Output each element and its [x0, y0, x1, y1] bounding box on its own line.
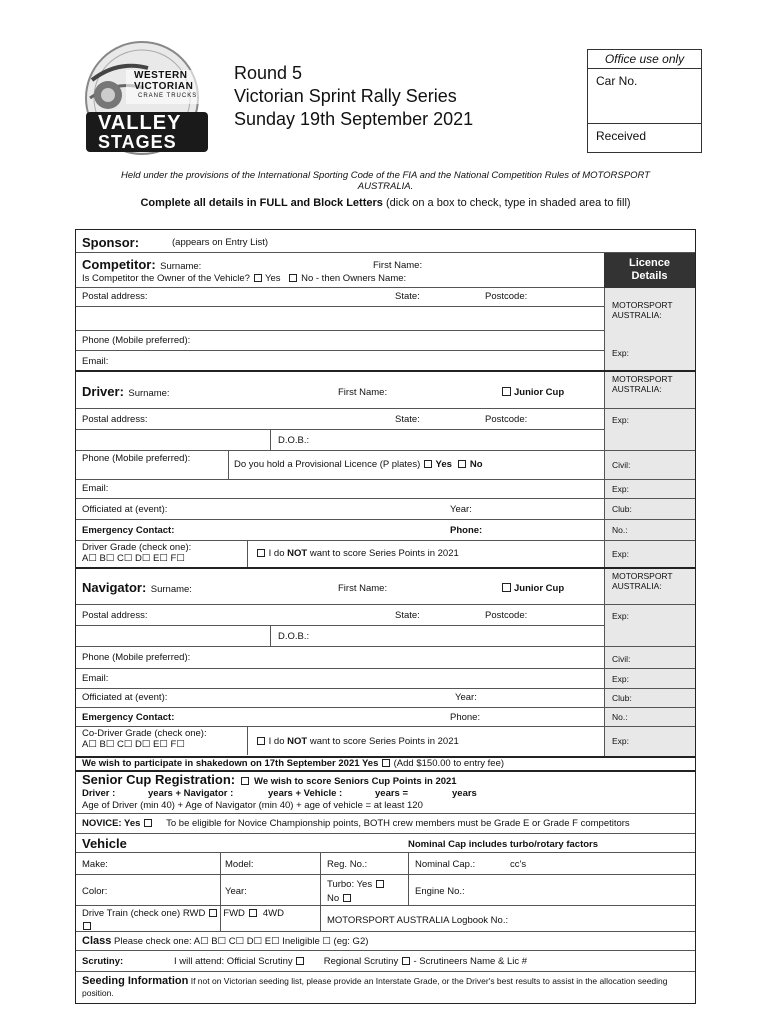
novice-row: [82, 818, 630, 829]
driver-series-checkbox[interactable]: [257, 549, 265, 557]
navigator-emergency-phone-label: Phone:: [450, 712, 481, 723]
senior-checkbox[interactable]: [241, 777, 249, 785]
senior-driver-label: Driver :: [82, 788, 116, 799]
seeding-label: Seeding Information: [82, 975, 189, 987]
competitor-postal-label: Postal address:: [82, 291, 148, 302]
novice-label: NOVICE: Yes: [82, 818, 141, 829]
sponsor-label: Sponsor:: [82, 235, 140, 250]
driver-section: [82, 383, 170, 401]
vehicle-make-label: Make:: [82, 859, 108, 870]
owner-no-checkbox[interactable]: [289, 274, 297, 282]
senior-age-rule: Age of Driver (min 40) + Age of Navigator (min 40) + age of vehicle = at least 120: [82, 800, 423, 811]
navigator-exp-label: Exp:: [612, 611, 630, 621]
novice-checkbox[interactable]: [144, 819, 152, 827]
driver-grade-options[interactable]: A☐ B☐ C☐ D☐ E☐ F☐: [82, 553, 185, 564]
driver-state-label: State:: [395, 414, 420, 425]
scrutiny-label: Scrutiny:: [82, 956, 124, 967]
licence-title-2: Details: [631, 270, 668, 282]
vehicle-cc-label: cc's: [510, 859, 527, 870]
shakedown-checkbox[interactable]: [382, 759, 390, 767]
driver-firstname-label: First Name:: [338, 387, 388, 398]
navigator-grade: Co-Driver Grade (check one): A☐ B☐ C☐ D☐ E☐ F☐: [82, 728, 207, 750]
received-field[interactable]: [588, 124, 701, 148]
driver-surname-label: Surname:: [128, 388, 170, 399]
senior-years-label: years: [452, 788, 477, 799]
vehicle-logbook-label: MOTORSPORT AUSTRALIA Logbook No.:: [327, 915, 509, 926]
driver-exp-label: Exp:: [612, 415, 630, 425]
navigator-series-checkbox[interactable]: [257, 737, 265, 745]
navigator-label: Navigator:: [82, 580, 147, 595]
driver-email-label: Email:: [82, 483, 109, 494]
vehicle-year-label: Year:: [225, 886, 247, 897]
driver-junior-cup: Junior Cup: [502, 387, 564, 398]
senior-vehicle-label: years + Vehicle :: [268, 788, 343, 799]
class-row: [82, 935, 368, 947]
turbo-no-checkbox[interactable]: [343, 894, 351, 902]
driver-ma-label: MOTORSPORT AUSTRALIA:: [612, 374, 673, 394]
logo-text-stages: STAGES: [98, 132, 177, 152]
driver-officiated-label: Officiated at (event):: [82, 504, 168, 515]
driver-year-label: Year:: [450, 504, 472, 515]
driver-emergency-label: Emergency Contact:: [82, 525, 175, 536]
driver-club-no-label: No.:: [612, 525, 628, 535]
navigator-dob-label: D.O.B.:: [278, 631, 310, 642]
logo-text-victorian: VICTORIAN: [134, 81, 194, 92]
navigator-civil-label: Civil:: [612, 654, 631, 664]
competitor-section: [82, 256, 201, 274]
navigator-junior-checkbox[interactable]: [502, 583, 511, 592]
car-no-field[interactable]: [588, 69, 701, 124]
seeding-text-2: position.: [82, 988, 114, 998]
navigator-club-label: Club:: [612, 693, 632, 703]
official-scrutiny-checkbox[interactable]: [296, 957, 304, 965]
shakedown-label: We wish to participate in shakedown on 17th September 2021 Yes: [82, 758, 379, 769]
driver-postal-label: Postal address:: [82, 414, 148, 425]
competitor-postcode-label: Postcode:: [485, 291, 528, 302]
seeding-text: If not on Victorian seeding list, please provide an Interstate Grade, or the Driver's best results to assist in the allocation seeding: [190, 976, 668, 986]
vehicle-drivetrain: Drive Train (check one) RWD FWD 4WD: [82, 907, 284, 933]
logo-text-valley: VALLEY: [98, 112, 182, 134]
vehicle-model-label: Model:: [225, 859, 254, 870]
sponsor-hint: (appears on Entry List): [172, 237, 269, 248]
vehicle-nomcap-label: Nominal Cap.:: [415, 859, 476, 870]
navigator-grade-options[interactable]: A☐ B☐ C☐ D☐ E☐ F☐: [82, 739, 185, 750]
navigator-civil-exp-label: Exp:: [612, 674, 630, 684]
shakedown-fee: (Add $150.00 to entry fee): [393, 758, 505, 769]
driver-junior-checkbox[interactable]: [502, 387, 511, 396]
4wd-checkbox[interactable]: [83, 922, 91, 930]
navigator-section: [82, 579, 192, 597]
senior-label: Senior Cup Registration:: [82, 772, 236, 787]
navigator-surname-label: Surname:: [150, 584, 192, 595]
owner-question: Is Competitor the Owner of the Vehicle? Yes No - then Owners Name:: [82, 273, 407, 284]
driver-postcode-label: Postcode:: [485, 414, 528, 425]
navigator-postcode-label: Postcode:: [485, 610, 528, 621]
driver-series-points: I do NOT want to score Series Points in 2021: [256, 548, 459, 559]
fia-notice-line1: Held under the provisions of the International Sporting Code of the FIA and the National Competition Rules of MOTORSPORT: [121, 170, 650, 181]
scrutiny-options: I will attend: Official Scrutiny Regional Scrutiny - Scrutineers Name & Lic #: [174, 956, 528, 967]
shakedown-row: [82, 758, 504, 769]
driver-dob-label: D.O.B.:: [278, 435, 310, 446]
round-label: Round 5: [234, 63, 303, 83]
received-label: Received: [596, 129, 647, 143]
navigator-junior-cup: Junior Cup: [502, 583, 564, 594]
seeding-info: [82, 975, 682, 999]
senior-total-label: years =: [375, 788, 409, 799]
event-title: [234, 62, 473, 131]
office-use-box: [587, 49, 702, 153]
provisional-yes-checkbox[interactable]: [424, 460, 432, 468]
competitor-ma-label: MOTORSPORT AUSTRALIA:: [612, 300, 673, 320]
sponsor-input[interactable]: [270, 232, 692, 250]
competitor-surname-label: Surname:: [160, 261, 202, 272]
senior-row: [82, 771, 457, 789]
driver-grade: Driver Grade (check one): A☐ B☐ C☐ D☐ E☐ F☐: [82, 542, 192, 564]
office-use-title: Office use only: [588, 50, 701, 69]
navigator-club-no-label: No.:: [612, 712, 628, 722]
car-no-label: Car No.: [596, 74, 638, 88]
driver-label: Driver:: [82, 384, 124, 399]
event-logo: [78, 40, 213, 160]
driver-civil-exp-label: Exp:: [612, 484, 630, 494]
novice-text: To be eligible for Novice Championship points, BOTH crew members must be Grade E or Grade F competitors: [166, 818, 630, 829]
series-label: Victorian Sprint Rally Series: [234, 86, 457, 106]
navigator-state-label: State:: [395, 610, 420, 621]
navigator-club-exp-label: Exp:: [612, 736, 630, 746]
navigator-officiated-label: Officiated at (event):: [82, 692, 168, 703]
licence-header: [604, 252, 695, 288]
fia-notice-line2: AUSTRALIA.: [357, 181, 414, 192]
driver-provisional: Do you hold a Provisional Licence (P plates) Yes No: [234, 459, 483, 470]
regional-scrutiny-checkbox[interactable]: [402, 957, 410, 965]
vehicle-nominal-note: Nominal Cap includes turbo/rotary factors: [408, 839, 599, 850]
rwd-checkbox[interactable]: [209, 909, 217, 917]
navigator-year-label: Year:: [455, 692, 477, 703]
vehicle-label: Vehicle: [82, 836, 127, 851]
logo-text-western: WESTERN: [134, 70, 188, 81]
instructions: [78, 197, 693, 209]
driver-phone-label: Phone (Mobile preferred):: [82, 453, 191, 464]
navigator-postal-label: Postal address:: [82, 610, 148, 621]
driver-club-label: Club:: [612, 504, 632, 514]
vehicle-color-label: Color:: [82, 886, 108, 897]
provisional-no-checkbox[interactable]: [458, 460, 466, 468]
instructions-rest: (dick on a box to check, type in shaded area to fill): [385, 197, 631, 209]
navigator-series-points: I do NOT want to score Series Points in 2021: [256, 736, 459, 747]
driver-emergency-phone-label: Phone:: [450, 525, 483, 536]
driver-club-exp-label: Exp:: [612, 549, 630, 559]
vehicle-engine-label: Engine No.:: [415, 886, 465, 897]
navigator-emergency-label: Emergency Contact:: [82, 712, 175, 723]
licence-title-1: Licence: [629, 257, 670, 269]
competitor-phone-label: Phone (Mobile preferred):: [82, 335, 191, 346]
competitor-label: Competitor:: [82, 257, 156, 272]
competitor-email-label: Email:: [82, 356, 109, 367]
event-date: Sunday 19th September 2021: [234, 109, 474, 129]
competitor-exp-label: Exp:: [612, 348, 630, 358]
navigator-phone-label: Phone (Mobile preferred):: [82, 652, 191, 663]
navigator-firstname-label: First Name:: [338, 583, 388, 594]
vehicle-reg-label: Reg. No.:: [327, 859, 368, 870]
vehicle-turbo: Turbo: Yes No: [327, 878, 385, 906]
logo-text-crane: CRANE TRUCKS: [138, 93, 198, 99]
turbo-yes-checkbox[interactable]: [376, 880, 384, 888]
driver-civil-label: Civil:: [612, 460, 631, 470]
fia-notice: [78, 170, 693, 192]
senior-wish: We wish to score Seniors Cup Points in 2021: [254, 776, 457, 787]
class-label: Class: [82, 935, 112, 947]
navigator-email-label: Email:: [82, 673, 109, 684]
instructions-bold: Complete all details in FULL and Block Letters: [140, 197, 383, 209]
competitor-firstname-label: First Name:: [373, 260, 423, 271]
senior-navigator-label: years + Navigator :: [148, 788, 234, 799]
fwd-checkbox[interactable]: [249, 909, 257, 917]
competitor-address-input[interactable]: [77, 307, 603, 329]
class-options[interactable]: Please check one: A☐ B☐ C☐ D☐ E☐ Ineligible ☐ (eg: G2): [114, 936, 369, 947]
navigator-ma-label: MOTORSPORT AUSTRALIA:: [612, 571, 673, 591]
competitor-state-label: State:: [395, 291, 420, 302]
owner-yes-checkbox[interactable]: [254, 274, 262, 282]
